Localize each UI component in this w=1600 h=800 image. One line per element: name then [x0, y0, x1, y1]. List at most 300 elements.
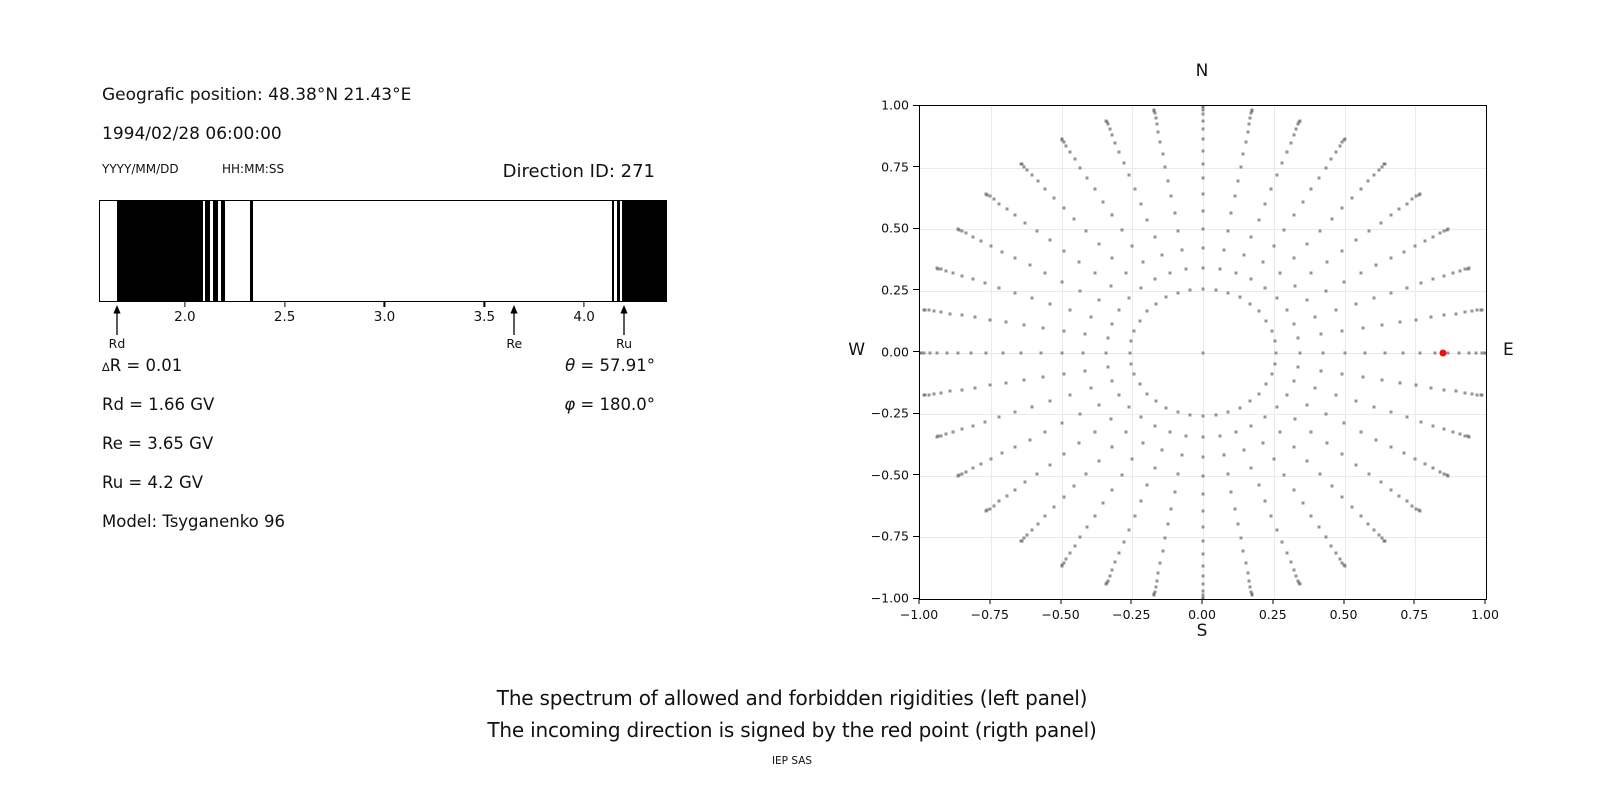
direction-dot [1049, 303, 1052, 306]
direction-dot [919, 351, 922, 354]
direction-dot [1354, 303, 1357, 306]
direction-dot [1073, 217, 1076, 220]
direction-dot [1093, 515, 1096, 518]
direction-dot [1368, 230, 1371, 233]
direction-dot [1202, 583, 1205, 586]
direction-dot [1042, 376, 1045, 379]
direction-dot [1341, 330, 1344, 333]
direction-dot [1020, 351, 1023, 354]
direction-dot [1202, 509, 1205, 512]
direction-dot [927, 309, 930, 312]
direction-dot [1359, 272, 1362, 275]
direction-dot [1167, 523, 1170, 526]
direction-dot [1164, 165, 1167, 168]
direction-dot [1295, 127, 1298, 130]
direction-dot [1226, 230, 1229, 233]
direction-dot [1330, 485, 1333, 488]
direction-dot [1159, 141, 1162, 144]
direction-dot [1142, 261, 1145, 264]
direction-dot [1073, 485, 1076, 488]
direction-dot [1402, 250, 1405, 253]
direction-dot [1372, 528, 1375, 531]
direction-dot [1069, 150, 1072, 153]
direction-dot [1024, 221, 1027, 224]
direction-dot [945, 432, 948, 435]
direction-dot [1202, 474, 1205, 477]
direction-dot [1105, 119, 1108, 122]
direction-dot [1118, 393, 1121, 396]
direction-id-label: Direction ID: 271 [502, 161, 655, 182]
direction-dot [952, 430, 955, 433]
direction-dot [1082, 351, 1085, 354]
direction-dot [1024, 481, 1027, 484]
direction-dot [1355, 463, 1358, 466]
direction-dot [1389, 214, 1392, 217]
direction-dot [1086, 176, 1089, 179]
direction-dot [1298, 119, 1301, 122]
geographic-position-label: Geografic position: 48.38°N 21.43°E [102, 85, 412, 105]
direction-dot [1244, 561, 1247, 564]
direction-dot [928, 351, 931, 354]
direction-dot [1048, 463, 1051, 466]
direction-dot [1326, 442, 1329, 445]
x-tick-mark [1272, 599, 1273, 604]
direction-dot [1138, 319, 1141, 322]
direction-dot [1108, 127, 1111, 130]
direction-dot [1161, 550, 1164, 553]
direction-dot [1471, 310, 1474, 313]
direction-dot [1153, 424, 1156, 427]
datetime-value: 1994/02/28 06:00:00 [102, 124, 282, 144]
direction-dot [1359, 430, 1362, 433]
direction-dot [1048, 239, 1051, 242]
direction-dot [1176, 411, 1179, 414]
direction-dot [1238, 406, 1241, 409]
direction-dot [1098, 299, 1101, 302]
direction-dot [1139, 202, 1142, 205]
direction-dot [1093, 187, 1096, 190]
direction-dot [1324, 289, 1327, 292]
direction-dot [1073, 544, 1076, 547]
y-tick-mark [913, 536, 919, 537]
direction-dot [1079, 536, 1082, 539]
direction-dot [1377, 533, 1380, 536]
gridline [1415, 106, 1416, 599]
incoming-direction-red-point [1439, 349, 1446, 356]
direction-dot [1153, 467, 1156, 470]
direction-dot [1321, 351, 1324, 354]
y-tick-mark [913, 289, 919, 290]
y-tick-mark [913, 413, 919, 414]
direction-dot [1265, 383, 1268, 386]
direction-dot [1125, 271, 1128, 274]
direction-dot [1272, 244, 1275, 247]
x-tick-mark [1343, 599, 1344, 604]
compass-north-label: N [1195, 61, 1209, 81]
direction-dot [1031, 174, 1034, 177]
direction-dot [1383, 162, 1386, 165]
direction-dot [1128, 351, 1131, 354]
direction-dot [1418, 193, 1421, 196]
direction-dot [1202, 455, 1205, 458]
direction-dot [1111, 488, 1114, 491]
direction-dot [1249, 585, 1252, 588]
direction-dot [1062, 206, 1065, 209]
direction-dot [1430, 316, 1433, 319]
direction-dot [1458, 432, 1461, 435]
direction-dot [1111, 445, 1114, 448]
direction-dot [1257, 218, 1260, 221]
direction-dot [1379, 481, 1382, 484]
direction-dot [1424, 463, 1427, 466]
direction-dot [1202, 228, 1205, 231]
direction-dot [1106, 336, 1109, 339]
direction-dot [1242, 550, 1245, 553]
direction-dot [1261, 261, 1264, 264]
direction-dot [1202, 247, 1205, 250]
direction-dot [1013, 291, 1016, 294]
direction-dot [1202, 210, 1205, 213]
caption-line-1: The spectrum of allowed and forbidden rigidities (left panel) [496, 686, 1088, 710]
direction-dot [1111, 380, 1114, 383]
direction-dot [1185, 434, 1188, 437]
direction-dot [1415, 384, 1418, 387]
direction-dot [1405, 500, 1408, 503]
x-tick-mark [1060, 599, 1061, 604]
direction-dot [1230, 490, 1233, 493]
direction-dot [1264, 416, 1267, 419]
direction-dot [1250, 424, 1253, 427]
direction-dot [1154, 585, 1157, 588]
direction-dot [1298, 351, 1301, 354]
direction-dot [1302, 502, 1305, 505]
direction-dot [1227, 411, 1230, 414]
direction-dot [1031, 297, 1034, 300]
direction-dot [1249, 302, 1252, 305]
direction-dot [1330, 544, 1333, 547]
compass-south-label: S [1196, 621, 1208, 641]
direction-dot [1227, 291, 1230, 294]
direction-dot [1264, 500, 1267, 503]
direction-dot [1292, 488, 1295, 491]
direction-dot [960, 427, 963, 430]
direction-dot [1251, 594, 1254, 597]
direction-dot [956, 474, 959, 477]
y-tick-label: 0.00 [881, 344, 909, 359]
direction-dot [1319, 333, 1322, 336]
direction-dot [1285, 393, 1288, 396]
direction-dot [973, 316, 976, 319]
direction-dot [1093, 272, 1096, 275]
direction-dot [1342, 280, 1345, 283]
direction-dot [927, 393, 930, 396]
direction-dot [923, 351, 926, 354]
direction-dot [989, 244, 992, 247]
direction-dot [1443, 314, 1446, 317]
y-tick-mark [913, 105, 919, 106]
direction-dot [1013, 411, 1016, 414]
delta-r-value: R = 0.01 [109, 356, 183, 375]
direction-dot [1125, 431, 1128, 434]
direction-dot [1414, 458, 1417, 461]
allowed-rigidity-band [117, 201, 203, 301]
direction-dot [1443, 427, 1446, 430]
direction-dot [1246, 571, 1249, 574]
x-tick-mark [919, 599, 920, 604]
direction-dot [1111, 257, 1114, 260]
direction-dot [932, 310, 935, 313]
direction-dot [965, 232, 968, 235]
direction-dot [1168, 272, 1171, 275]
direction-dot [1430, 386, 1433, 389]
direction-dot [1154, 400, 1157, 403]
x-tick-mark [989, 599, 990, 604]
direction-dot [1061, 280, 1064, 283]
gridline [920, 291, 1486, 292]
direction-dot [1454, 390, 1457, 393]
direction-dot [1189, 414, 1192, 417]
direction-dot [1283, 473, 1286, 476]
allowed-rigidity-band [213, 201, 217, 301]
direction-dot [1334, 150, 1337, 153]
direction-dot [960, 230, 963, 233]
direction-dot [1411, 198, 1414, 201]
direction-dot [1202, 589, 1205, 592]
direction-dot [1242, 152, 1245, 155]
direction-dot [1310, 515, 1313, 518]
direction-dot [1077, 442, 1080, 445]
allowed-rigidity-band [617, 201, 620, 301]
direction-dot [940, 268, 943, 271]
direction-dot [1039, 351, 1042, 354]
direction-dot [1433, 351, 1436, 354]
direction-dot [1334, 309, 1337, 312]
direction-dot [1242, 449, 1245, 452]
direction-dot [1366, 522, 1369, 525]
direction-dot [1419, 420, 1422, 423]
direction-dot [1157, 131, 1160, 134]
up-arrow-icon [618, 305, 630, 335]
direction-dot [1270, 373, 1273, 376]
x-tick-label: 0.00 [1188, 607, 1216, 622]
direction-dot [1389, 445, 1392, 448]
direction-dot [960, 314, 963, 317]
direction-dot [960, 388, 963, 391]
direction-dot [1127, 405, 1130, 408]
direction-dot [1310, 272, 1313, 275]
direction-dot [1202, 105, 1205, 108]
phi-line [405, 395, 655, 414]
direction-dot [1170, 507, 1173, 510]
cutoff-arrow-label: Ru [616, 336, 633, 351]
direction-dot [1073, 158, 1076, 161]
direction-dot [971, 424, 974, 427]
direction-dot [1127, 528, 1130, 531]
delta-r-line [102, 356, 182, 375]
direction-dot [1101, 200, 1104, 203]
direction-dot [1297, 123, 1300, 126]
direction-dot [1319, 369, 1322, 372]
direction-dot [973, 386, 976, 389]
direction-dot [1131, 458, 1134, 461]
direction-dot [1155, 579, 1158, 582]
direction-dot [1292, 257, 1295, 260]
direction-dot [1261, 441, 1264, 444]
direction-dot [984, 282, 987, 285]
cutoff-arrow-re [499, 305, 529, 351]
model-line: Model: Tsyganenko 96 [102, 512, 286, 531]
direction-dot [945, 351, 948, 354]
direction-dot [1264, 202, 1267, 205]
direction-dot [1249, 400, 1252, 403]
direction-dot [1467, 435, 1470, 438]
direction-dot [1079, 166, 1082, 169]
direction-dot [1366, 180, 1369, 183]
direction-dot [1028, 264, 1031, 267]
direction-dot [1398, 495, 1401, 498]
direction-dot [1447, 228, 1450, 231]
direction-dot [1341, 372, 1344, 375]
direction-dot [1114, 561, 1117, 564]
direction-dot [1274, 340, 1277, 343]
direction-dot [988, 318, 991, 321]
direction-dot [1295, 575, 1298, 578]
gridline [920, 168, 1486, 169]
direction-dot [1351, 196, 1354, 199]
direction-dot [1118, 150, 1121, 153]
direction-dot [1044, 515, 1047, 518]
direction-dot [1176, 291, 1179, 294]
x-tick-label: 2.0 [174, 309, 196, 325]
direction-dot [1020, 540, 1023, 543]
direction-dot [1004, 381, 1007, 384]
direction-dot [1139, 500, 1142, 503]
direction-dot [1293, 284, 1296, 287]
direction-dot [985, 351, 988, 354]
direction-dot [1310, 430, 1313, 433]
allowed-rigidity-band [622, 201, 666, 301]
direction-dot [1202, 574, 1205, 577]
direction-dot [1014, 257, 1017, 260]
direction-dot [956, 351, 959, 354]
compass-east-label: E [1503, 340, 1514, 360]
y-tick-label: 1.00 [881, 97, 909, 113]
direction-dot [1310, 187, 1313, 190]
direction-dot [1014, 214, 1017, 217]
direction-dot [1293, 418, 1296, 421]
direction-dot [1089, 387, 1092, 390]
direction-dot [1432, 235, 1435, 238]
direction-dot [1265, 319, 1268, 322]
direction-dot [1222, 248, 1225, 251]
direction-dot [1202, 128, 1205, 131]
direction-dot [1060, 564, 1063, 567]
time-format-label: HH:MM:SS [222, 162, 285, 176]
direction-dot [1062, 496, 1065, 499]
rd-value-line: Rd = 1.66 GV [102, 395, 215, 414]
direction-dot [1235, 430, 1238, 433]
direction-dot [1153, 278, 1156, 281]
direction-dot [1146, 218, 1149, 221]
direction-dot [1278, 431, 1281, 434]
direction-dot [1129, 340, 1132, 343]
x-tick-label: 4.0 [573, 309, 595, 325]
direction-dot [1069, 552, 1072, 555]
direction-dot [1120, 473, 1123, 476]
direction-dot [1270, 187, 1273, 190]
direction-dot [1154, 117, 1157, 120]
direction-dot [998, 500, 1001, 503]
direction-dot [1153, 112, 1156, 115]
x-tick-label: −1.00 [899, 607, 939, 622]
direction-dot [1110, 418, 1113, 421]
direction-dot [1230, 212, 1233, 215]
direction-dot [1399, 381, 1402, 384]
direction-dot [1405, 416, 1408, 419]
direction-dot [1480, 308, 1483, 311]
direction-dot [1485, 351, 1488, 354]
direction-dot [1389, 257, 1392, 260]
direction-dot [1177, 230, 1180, 233]
direction-dot [984, 420, 987, 423]
direction-dot [1085, 472, 1088, 475]
direction-dot [1375, 438, 1378, 441]
direction-dot [1044, 430, 1047, 433]
direction-dot [1305, 403, 1308, 406]
direction-dot [1432, 467, 1435, 470]
direction-dot [1084, 369, 1087, 372]
direction-dot [1202, 162, 1205, 165]
y-tick-mark [913, 474, 919, 475]
direction-dot [1031, 528, 1034, 531]
direction-dot [1314, 315, 1317, 318]
direction-dot [1159, 561, 1162, 564]
direction-dot [970, 351, 973, 354]
y-tick-label: 0.75 [881, 159, 909, 175]
direction-dot [1248, 123, 1251, 126]
direction-dot [1399, 321, 1402, 324]
x-tick-label: 0.50 [1329, 607, 1358, 622]
x-tick-label: 2.5 [273, 309, 296, 325]
direction-dot [1278, 271, 1281, 274]
cutoff-arrow-ru [609, 305, 639, 351]
x-tick-label: 0.25 [1258, 607, 1287, 622]
direction-map-ytick-marks [913, 105, 919, 598]
direction-dot [1164, 537, 1167, 540]
direction-dot [1330, 217, 1333, 220]
direction-dot [1285, 552, 1288, 555]
direction-dot [923, 394, 926, 397]
direction-dot [1202, 113, 1205, 116]
direction-dot [1383, 540, 1386, 543]
direction-dot [1314, 387, 1317, 390]
direction-dot [1447, 474, 1450, 477]
direction-dot [1154, 302, 1157, 305]
x-tick-label: −0.75 [970, 607, 1009, 622]
y-tick-label: −1.00 [870, 590, 909, 606]
direction-dot [1185, 268, 1188, 271]
direction-dot [1475, 351, 1478, 354]
direction-dot [1097, 243, 1100, 246]
direction-dot [1202, 177, 1205, 180]
direction-dot [1250, 467, 1253, 470]
direction-dot [1049, 399, 1052, 402]
x-tick-label: 3.5 [473, 309, 496, 325]
direction-dot [1111, 322, 1114, 325]
x-tick-label: −0.50 [1041, 607, 1080, 622]
direction-dot [1283, 229, 1286, 232]
direction-dot [1463, 391, 1466, 394]
